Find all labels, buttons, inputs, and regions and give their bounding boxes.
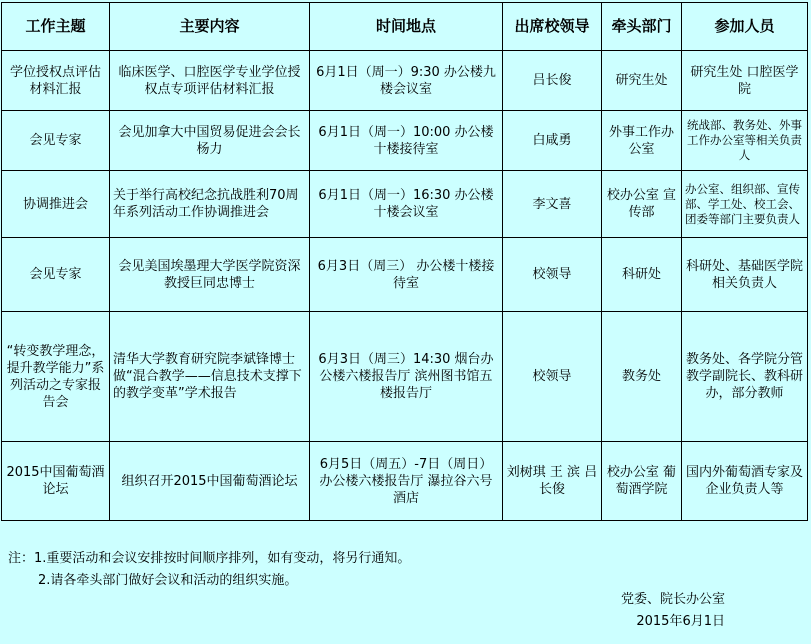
cell-dept: 校办公室 葡萄酒学院: [602, 442, 682, 521]
cell-leader: 吕长俊: [503, 51, 602, 111]
cell-attendees: 国内外葡萄酒专家及企业负责人等: [682, 442, 808, 521]
cell-topic: “转变教学理念，提升教学能力”系列活动之专家报告会: [2, 312, 110, 442]
note-1: 注：1.重要活动和会议安排按时间顺序排列，如有变动，将另行通知。: [8, 551, 411, 566]
table-row: [2, 111, 808, 171]
cell-dept: 科研处: [602, 238, 682, 312]
cell-dept: 教务处: [602, 312, 682, 442]
header-topic: 工作主题: [2, 3, 110, 51]
header-dept: 牵头部门: [602, 3, 682, 51]
cell-attendees: 办公室、组织部、宣传部、学工处、校工会、团委等部门主要负责人: [682, 171, 808, 238]
cell-time-place: 6月3日（周三）14:30 烟台办公楼六楼报告厅 滨州图书馆五楼报告厅: [310, 312, 503, 442]
cell-leader: 校领导: [503, 238, 602, 312]
cell-time-place: 6月3日（周三） 办公楼十楼接待室: [310, 238, 503, 312]
table-row: [2, 51, 808, 111]
cell-leader: 刘树琪 王 滨 吕长俊: [503, 442, 602, 521]
cell-content: 会见加拿大中国贸易促进会会长杨力: [110, 111, 310, 171]
cell-topic: 会见专家: [2, 238, 110, 312]
cell-dept: 校办公室 宣传部: [602, 171, 682, 238]
cell-attendees: 科研处、基础医学院相关负责人: [682, 238, 808, 312]
cell-content: 组织召开2015中国葡萄酒论坛: [110, 442, 310, 521]
cell-attendees: 教务处、各学院分管教学副院长、教科研办，部分教师: [682, 312, 808, 442]
header-content: 主要内容: [110, 3, 310, 51]
signature-block: [621, 589, 725, 633]
cell-time-place: 6月1日（周一）16:30 办公楼十楼会议室: [310, 171, 503, 238]
cell-dept: 研究生处: [602, 51, 682, 111]
signature-office: 党委、院长办公室: [620, 592, 725, 607]
cell-leader: 李文喜: [503, 171, 602, 238]
signature-date: 2015年6月1日: [636, 614, 725, 629]
cell-content: 清华大学教育研究院李斌锋博士做“混合教学——信息技术支撑下的教学变革”学术报告: [110, 312, 310, 442]
cell-content: 关于举行高校纪念抗战胜利70周年系列活动工作协调推进会: [110, 171, 310, 238]
cell-content: 会见美国埃墨理大学医学院资深教授巨同忠博士: [110, 238, 310, 312]
cell-topic: 协调推进会: [2, 171, 110, 238]
cell-attendees: 统战部、教务处、外事工作办公室等相关负责人: [682, 111, 808, 171]
header-time-place: 时间地点: [310, 3, 503, 51]
cell-content: 临床医学、口腔医学专业学位授权点专项评估材料汇报: [110, 51, 310, 111]
cell-time-place: 6月1日（周一）10:00 办公楼十楼接待室: [310, 111, 503, 171]
table-row: [2, 312, 808, 442]
schedule-table: [1, 2, 808, 521]
cell-attendees: 研究生处 口腔医学院: [682, 51, 808, 111]
cell-time-place: 6月1日（周一）9:30 办公楼九楼会议室: [310, 51, 503, 111]
cell-time-place: 6月5日（周五）-7日（周日） 办公楼六楼报告厅 瀑拉谷六号酒店: [310, 442, 503, 521]
table-row: [2, 238, 808, 312]
cell-leader: 白咸勇: [503, 111, 602, 171]
cell-leader: 校领导: [503, 312, 602, 442]
cell-topic: 2015中国葡萄酒论坛: [2, 442, 110, 521]
header-row: [2, 3, 808, 51]
cell-topic: 学位授权点评估材料汇报: [2, 51, 110, 111]
header-attendees: 参加人员: [682, 3, 808, 51]
table-row: [2, 171, 808, 238]
notes: [8, 548, 410, 592]
table-row: [2, 442, 808, 521]
note-2: 2.请各牵头部门做好会议和活动的组织实施。: [38, 573, 298, 588]
header-leader: 出席校领导: [503, 3, 602, 51]
cell-dept: 外事工作办公室: [602, 111, 682, 171]
cell-topic: 会见专家: [2, 111, 110, 171]
